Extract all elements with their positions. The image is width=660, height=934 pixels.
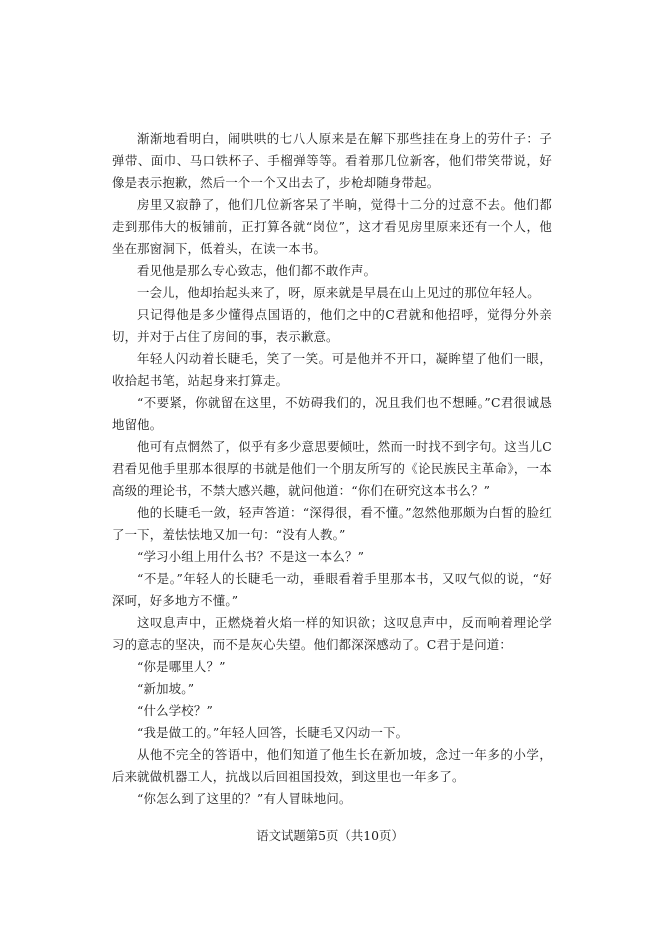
paragraph: 房里又寂静了，他们几位新客呆了半晌，觉得十二分的过意不去。他们都走到那伟大的板铺前，正打算各就“岗位”，这才看见房里原来还有一个人，他坐在那窗洞下，低着头，在读一本书。 (112, 197, 552, 256)
paragraph: “我是做工的。”年轻人回答，长睫毛又闪动一下。 (137, 725, 409, 740)
paragraph: 从他不完全的答语中，他们知道了他生长在新加坡，念过一年多的小学，后来就做机器工人，抗战以后回祖国投效，到这里也一年多了。 (112, 747, 552, 784)
paragraph: 只记得他是多少懂得点国语的，他们之中的C君就和他招呼，觉得分外亲切，并对于占住了房间的事，表示歉意。 (112, 307, 552, 344)
paragraph: 一会儿，他却抬起头来了，呀，原来就是早晨在山上见过的那位年轻人。 (137, 285, 540, 300)
paragraph: “你是哪里人？” (137, 659, 226, 674)
paragraph: 他可有点惘然了，似乎有多少意思要倾吐，然而一时找不到字句。这当儿C君看见他手里那本很厚的书就是他们一个朋友所写的《论民族民主革命》，一本高级的理论书，不禁大感兴趣，就问他道：“你们在研究这本书么？” (112, 439, 552, 498)
paragraph: “不要紧，你就留在这里，不妨碍我们的，况且我们也不想睡。”C君很诚恳地留他。 (112, 395, 552, 432)
paragraph: 渐渐地看明白，闹哄哄的七八人原来是在解下那些挂在身上的劳什子：子弹带、面巾、马口铁杯子、手榴弹等等。看着那几位新客，他们带笑带说，好像是表示抱歉，然后一个一个又出去了，步枪却随身带起。 (112, 131, 552, 190)
paragraph: 这叹息声中，正燃烧着火焰一样的知识欲；这叹息声中，反而响着理论学习的意志的坚决，而不是灰心失望。他们都深深感动了。C君于是问道： (112, 615, 552, 652)
paragraph: “不是。”年轻人的长睫毛一动，垂眼看着手里那本书，又叹气似的说，“好深呵，好多地方不懂。” (112, 571, 552, 608)
page-footer: 语文试题第5页（共10页） (256, 828, 404, 843)
paragraph: “新加坡。” (137, 681, 195, 696)
paragraph: 年轻人闪动着长睫毛，笑了一笑。可是他并不开口，凝眸望了他们一眼，收拾起书笔，站起身来打算走。 (112, 351, 552, 388)
paragraph: “学习小组上用什么书？不是这一本么？” (137, 549, 365, 564)
paragraph: “你怎么到了这里的？”有人冒昧地问。 (137, 791, 352, 806)
reading-passage (112, 128, 552, 810)
paragraph: 看见他是那么专心致志，他们都不敢作声。 (137, 263, 377, 278)
paragraph: 他的长睫毛一敛，轻声答道：“深得很，看不懂。”忽然他那颇为白皙的脸红了一下，羞怯怯地又加一句：“没有人教。” (112, 505, 552, 542)
paragraph: “什么学校？” (137, 703, 214, 718)
